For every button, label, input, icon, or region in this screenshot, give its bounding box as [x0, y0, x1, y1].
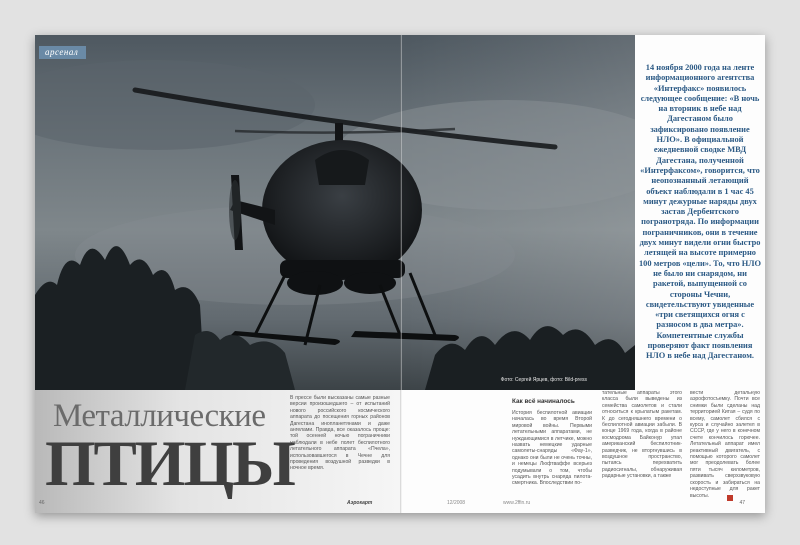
title-line-2: ПТИЦЫ [45, 428, 294, 500]
section-tag: арсенал [39, 46, 86, 59]
body-column-1: В прессе были высказаны самые разные версии произошедшего – от испытаний нового российского космического аппарата до посещения горных районов Дагестана инопланетянами и даже ангелами. Правда, все оказалось проще: той осенней ночью пограничники наблюдали в небе полет беспилотного летательного аппарата «Пчела», использовавшегося в Чечне для проведения воздушной разведки в ночное время. [290, 395, 390, 472]
body-column-2: История беспилотной авиации началась во время Второй мировой войны. Первыми летательными аппаратами, не нуждающимися в летчике, можно назвать немецкие ударные самолеты-снаряды «Фау-1», однако они были не очень точны, и немецы Люфтваффе всерьез подумывали о том, чтобы усадить внутрь снаряда пилота-смертника. Впоследствии по- [512, 410, 592, 487]
helicopter-photo [35, 35, 635, 390]
end-mark-icon [727, 495, 733, 501]
intro-text: 14 ноября 2000 года на ленте информационного агентства «Интерфакс» появилось следующее сообщение: «В ночь на вторник в небе над Дагестаном было зафиксировано появление НЛО». В официальной ежедневной сводке МВД Дагестана, полученной «Интерфаксом», говорится, что неопознанный летающий объект наблюдали в 1 час 45 минут дежурные наряды двух застав Дербентского погранотряда. По информации пограничников, они в течение двух минут видели огни быстро летящей на высоте примерно 100 метров «цели». То, что НЛО не было ни снарядом, ни ракетой, выпущенной со стороны Чечни, свидетельствуют увиденные «три светящихся огня с разносом в два метра». Компетентные службы проверяют факт появления НЛО в небе над Дагестаном. [638, 63, 762, 361]
body-column-3: тательные аппараты этого класса были выведены из семейства самолетов и стали относиться к крылатым ракетам. К до сегодняшнего времени о беспилотной авиации забыли. В конце 1969 года, когда в районе космодрома Байконур упал американский беспилотник-разведчик, не вторгнувшись в воздушное пространство, пытаясь перехватить радиосигналы, обнаруживая радарные установки, а также [602, 390, 682, 480]
helicopter-drone-image [35, 35, 635, 390]
photo-credit: Фото: Сергей Ярцев, фото: Bild-press [500, 377, 587, 383]
magazine-spread [35, 35, 765, 513]
subhead: Как всё начиналось [512, 398, 575, 405]
folio-brand: Аэрокарт [347, 500, 373, 506]
folio-right: 47 [739, 500, 745, 506]
title-line-1: Металлические [53, 398, 266, 434]
page-gutter [400, 35, 402, 513]
folio-issue: 12/2008 [447, 500, 466, 506]
body-column-4: вести детальную аэрофотосъемку. Почти все снимки были сделаны над территорией Китая – судя по всему, самолет сбился с курса и случайно залетел в СССР, где у него в конечном счете кончилось горючее. Летательный аппарат имел реактивный двигатель, с помощью которого самолет мог преодолевать более пяти тысяч километров, развивать сверхзвуковую скорость и забираться на недоступные для ракет высоты. [690, 390, 760, 499]
folio-left: 46 [39, 500, 45, 506]
folio-site: www.2ffin.ru [503, 500, 531, 506]
